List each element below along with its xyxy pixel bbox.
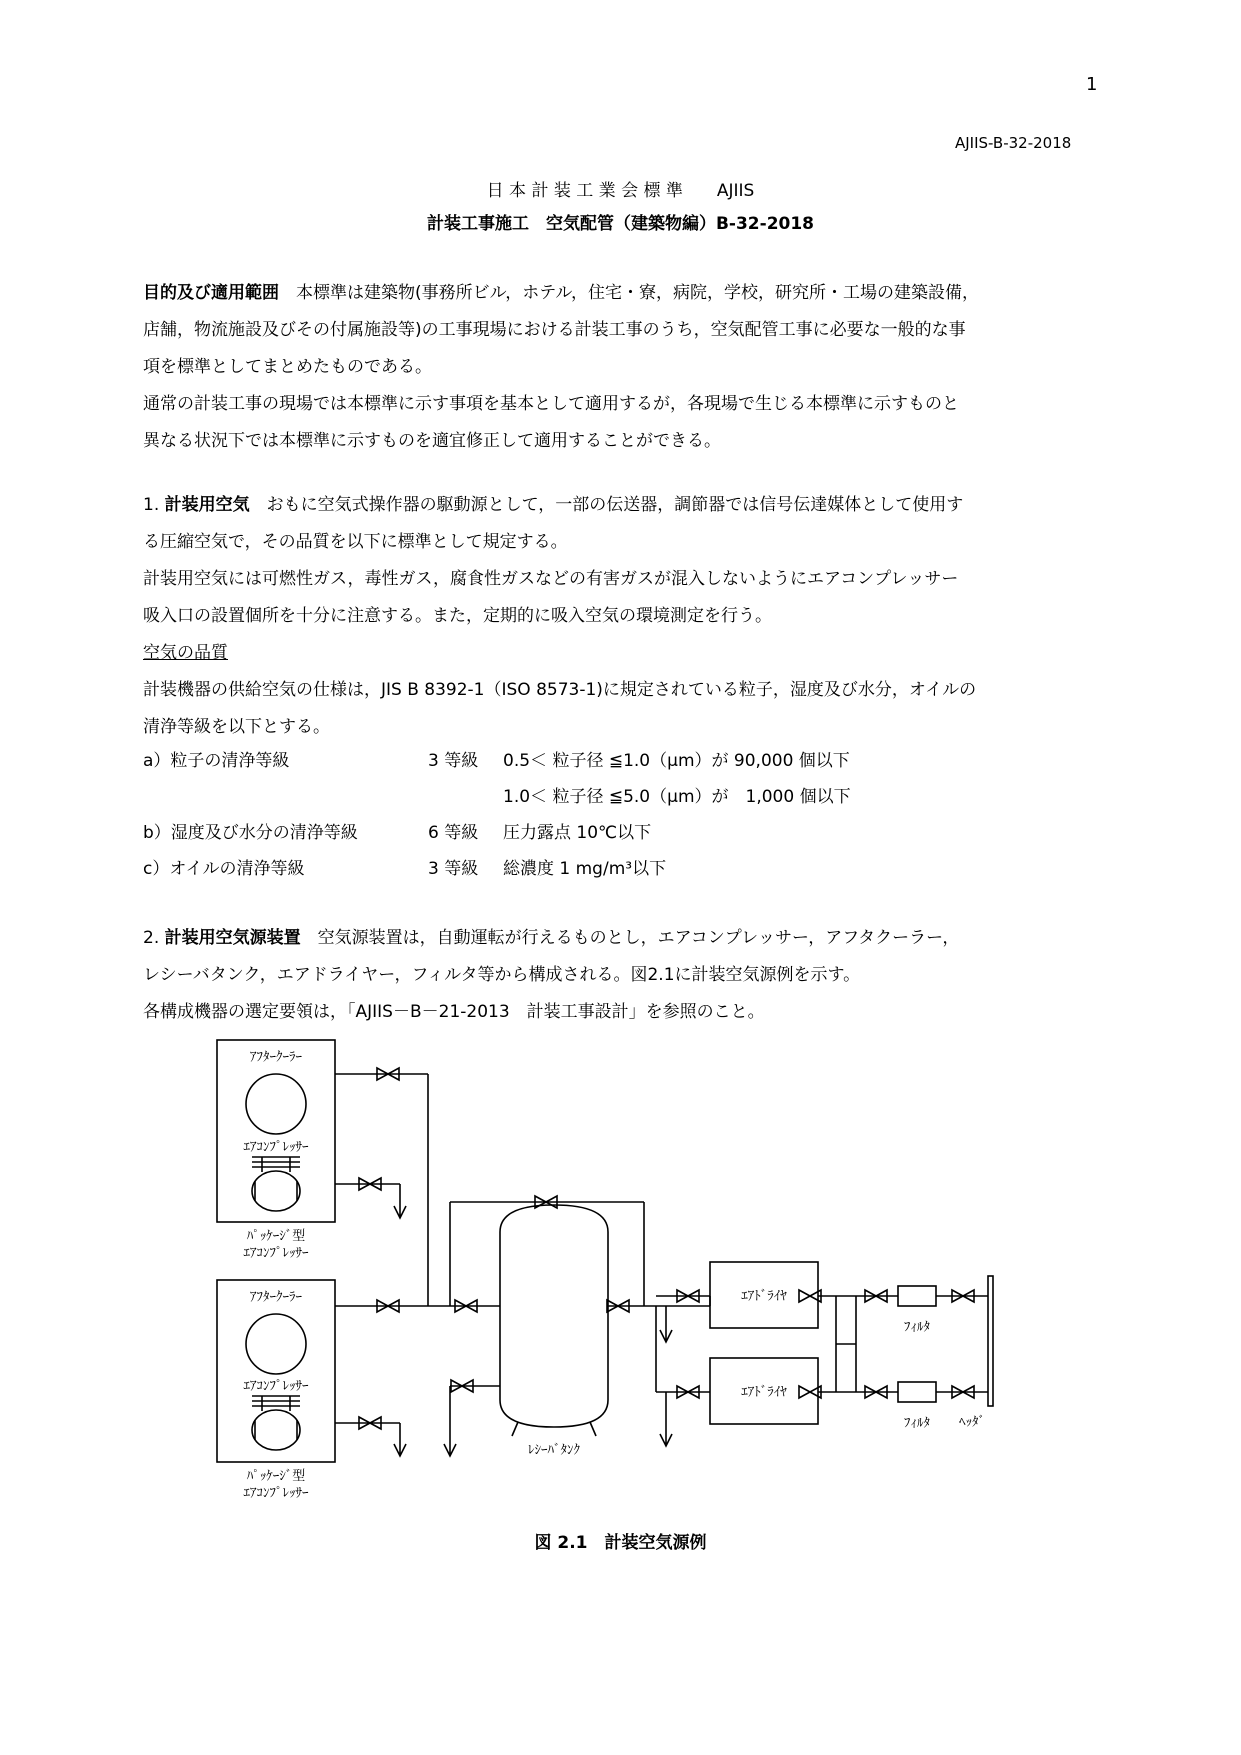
air-dryer-label: ｴｱﾄﾞﾗｲﾔ (741, 1289, 787, 1304)
spec-grade: 3 等級 (428, 751, 479, 771)
header-label: ﾍｯﾀﾞ (959, 1415, 985, 1430)
section-2-heading: 計装用空気源装置 (164, 928, 301, 948)
purpose-line: 本標準は建築物(事務所ビル，ホテル，住宅・寮，病院，学校，研究所・工場の建築設備， (279, 283, 980, 303)
after-cooler-label: ｱﾌﾀｰｸｰﾗｰ (250, 1290, 302, 1305)
spec-label: b）湿度及び水分の清浄等級 (143, 823, 358, 843)
section-2-line: 空気源装置は，自動運転が行えるものとし，エアコンプレッサー，アフタクーラー， (300, 928, 960, 948)
purpose-line: 異なる状況下では本標準に示すものを適宜修正して適用することができる。 (143, 431, 721, 451)
section-2-number: 2. (143, 928, 160, 948)
air-quality-line: 計装機器の供給空気の仕様は，JIS B 8392-1（ISO 8573-1)に規定されている粒子，湿度及び水分，オイルの (143, 680, 977, 700)
purpose-heading: 目的及び適用範囲 (143, 283, 279, 303)
spec-label: c）オイルの清浄等級 (143, 859, 305, 879)
after-cooler-1 (246, 1074, 306, 1134)
air-compressor-label: ｴｱｺﾝﾌﾟﾚｯｻｰ (243, 1140, 309, 1155)
figure-caption: 図 2.1 計装空気源例 (534, 1533, 707, 1553)
section-2-line: 各構成機器の選定要領は，「AJIIS－B－21-2013 計装工事設計」を参照のこと。 (143, 1002, 765, 1022)
receiver-tank-label: ﾚｼｰﾊﾞﾀﾝｸ (528, 1443, 580, 1458)
section-2-line: レシーバタンク，エアドライヤー，フィルタ等から構成される。図2.1に計装空気源例を示す。 (143, 965, 861, 985)
spec-grade: 3 等級 (428, 859, 479, 879)
section-1-line: る圧縮空気で，その品質を以下に標準として規定する。 (143, 532, 568, 552)
section-1-heading: 計装用空気 (164, 495, 250, 515)
air-quality-line: 清浄等級を以下とする。 (143, 717, 330, 737)
package-compressor-label: ﾊﾟｯｹｰｼﾞ型 (246, 1469, 306, 1484)
package-compressor-label: ｴｱｺﾝﾌﾟﾚｯｻｰ (243, 1486, 309, 1501)
spec-value: 1.0＜ 粒子径 ≦5.0（μm）が 1,000 個以下 (503, 787, 851, 807)
purpose-line: 店舗，物流施設及びその付属施設等)の工事現場における計装工事のうち，空気配管工事に必要な一般的な事 (143, 320, 966, 340)
section-1-number: 1. (143, 495, 160, 515)
air-quality-subheading: 空気の品質 (143, 643, 228, 663)
receiver-tank (500, 1205, 608, 1427)
section-1-line: 吸入口の設置個所を十分に注意する。また，定期的に吸入空気の環境測定を行う。 (143, 606, 772, 626)
page-number: 1 (1086, 74, 1098, 95)
package-compressor-label: ｴｱｺﾝﾌﾟﾚｯｻｰ (243, 1246, 309, 1261)
package-compressor-label: ﾊﾟｯｹｰｼﾞ型 (246, 1229, 306, 1244)
spec-value: 0.5＜ 粒子径 ≦1.0（μm）が 90,000 個以下 (503, 751, 850, 771)
package-compressor-2 (217, 1280, 335, 1462)
after-cooler-2 (246, 1314, 306, 1374)
header-pipe (988, 1276, 993, 1406)
filter-1 (898, 1286, 936, 1306)
spec-value: 圧力露点 10℃以下 (503, 823, 652, 843)
filter-label: ﾌｨﾙﾀ (904, 1320, 930, 1335)
document-code: AJIIS-B-32-2018 (955, 134, 1072, 152)
spec-grade: 6 等級 (428, 823, 479, 843)
filter-label: ﾌｨﾙﾀ (904, 1416, 930, 1431)
filter-2 (898, 1382, 936, 1402)
compressor-2 (252, 1410, 300, 1450)
compressor-1 (252, 1171, 300, 1211)
section-1-line: 計装用空気には可燃性ガス，毒性ガス，腐食性ガスなどの有害ガスが混入しないようにエアコンプレッサー (143, 569, 959, 589)
section-1-line: おもに空気式操作器の駆動源として，一部の伝送器，調節器では信号伝達媒体として使用す (249, 495, 964, 515)
spec-label: a）粒子の清浄等級 (143, 751, 290, 771)
purpose-line: 通常の計装工事の現場では本標準に示す事項を基本として適用するが，各現場で生じる本標準に示すものと (143, 394, 959, 414)
air-dryer-label: ｴｱﾄﾞﾗｲﾔ (741, 1385, 787, 1400)
air-compressor-label: ｴｱｺﾝﾌﾟﾚｯｻｰ (243, 1379, 309, 1394)
org-standard-line: 日 本 計 装 工 業 会 標 準 AJIIS (486, 181, 755, 201)
package-compressor-1 (217, 1040, 335, 1222)
purpose-line: 項を標準としてまとめたものである。 (143, 357, 432, 377)
spec-value: 総濃度 1 mg/m³以下 (503, 859, 667, 879)
document-title: 計装工事施工 空気配管（建築物編）B-32-2018 (426, 214, 815, 234)
after-cooler-label: ｱﾌﾀｰｸｰﾗｰ (250, 1050, 302, 1065)
